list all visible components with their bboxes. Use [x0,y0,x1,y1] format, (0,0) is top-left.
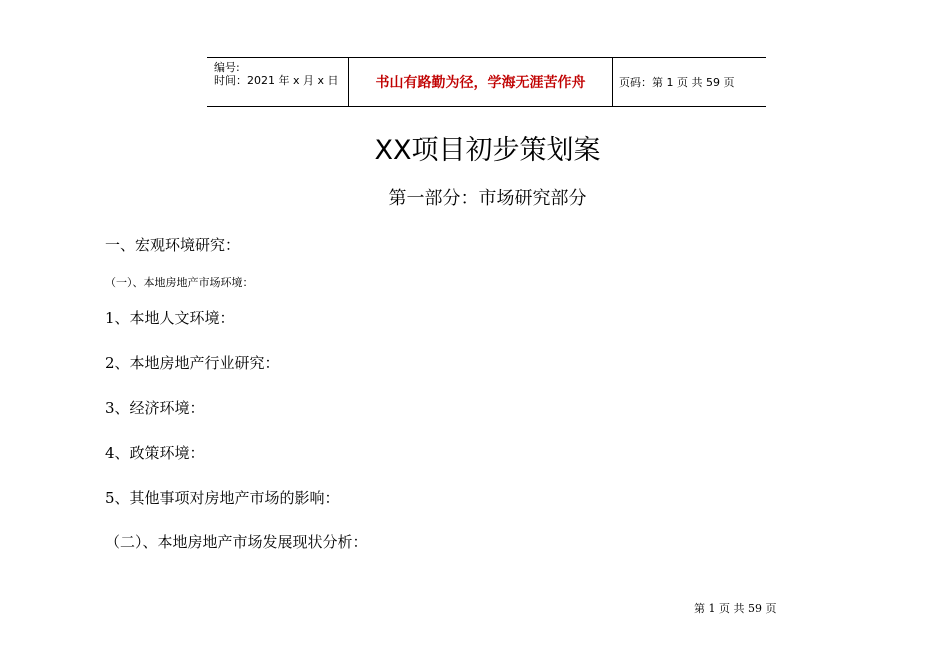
header-meta-cell [207,58,349,106]
subsection-heading: （二）、本地房地产市场发展现状分析： [105,533,368,551]
page-header [207,57,766,107]
header-motto: 书山有路勤为径，学海无涯苦作舟 [349,58,613,106]
subsection-heading: （一）、本地房地产市场环境： [105,276,254,289]
list-item: 3、经济环境： [105,399,205,417]
list-item: 1、本地人文环境： [105,309,235,327]
list-item: 5、其他事项对房地产市场的影响： [105,489,340,507]
document-title: XX项目初步策划案 [374,135,601,166]
code-label: 编号: [214,61,240,74]
page-footer: 第 1 页 共 59 页 [694,602,777,615]
list-item: 2、本地房地产行业研究： [105,354,280,372]
list-item: 4、政策环境： [105,444,205,462]
time-label: 时间：2021 年 x 月 x 日 [214,74,339,87]
header-page-info: 页码：第 1 页 共 59 页 [619,76,735,89]
document-subtitle: 第一部分：市场研究部分 [388,188,587,209]
section-heading: 一、宏观环境研究： [105,236,241,254]
